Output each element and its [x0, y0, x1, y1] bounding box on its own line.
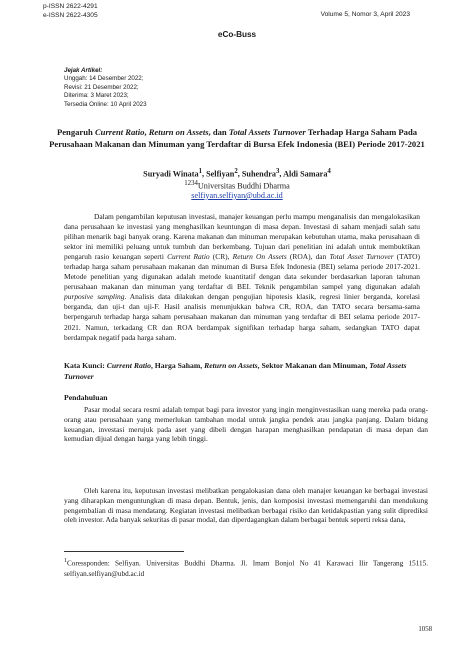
abstract-term: Current Ratio: [167, 252, 210, 262]
author-name: Selfiyan: [206, 169, 235, 179]
author-separator: ,: [279, 169, 284, 179]
title-text: ,: [144, 127, 149, 137]
journal-name: eCo-Buss: [217, 30, 257, 39]
article-history: [64, 67, 147, 109]
affiliation: [0, 180, 474, 191]
author-separator: ,: [237, 169, 242, 179]
author-name: Suryadi Winata: [143, 169, 199, 179]
title-text: Pengaruh: [56, 127, 95, 137]
abstract-text: (CR),: [209, 252, 233, 262]
title-term: Total Assets Turnover: [228, 127, 306, 137]
abstract-text: . Analisis data dilakukan dengan pengujian hipotesis klasik, regresi linier berganda, korelasi berganda, dan uji-t dan uji-F. Hasil analisis menunjukkan bahwa CR, ROA, dan TATO secara bersama-sama berpengaruh terhadap harga saham perusahaan makanan dan minuman yang terdaftar di BEI selama periode 2017-2021. Namun, terkadang CR dan ROA berdampak signifikan terhadap harga saham, sedangkan TATO dapat berdampak negatif pada harga saham.: [64, 292, 420, 342]
keyword: Current Ratio: [106, 361, 151, 370]
section-heading: Pendahuluan: [64, 393, 108, 402]
keywords: [64, 360, 420, 382]
article-history-line: Tersedia Online: 10 April 2023: [64, 100, 147, 108]
title-term: Current Ratio: [94, 127, 145, 137]
abstract-term: Return On Assets: [232, 252, 287, 262]
title-term: Return on Assets: [148, 127, 209, 137]
abstract-term: purposive sampling: [64, 292, 125, 302]
footnote-sup: 1: [64, 558, 67, 564]
keywords-label: Kata Kunci:: [64, 361, 107, 370]
author-name: Suhendra: [241, 169, 276, 179]
volume-info: Volume 5, Nomor 3, April 2023: [320, 11, 410, 18]
abstract-term: Total Asset Turnover: [329, 252, 394, 262]
author-sup: 4: [327, 168, 331, 175]
author-sup: 2: [234, 168, 238, 175]
footnote-divider: [64, 551, 184, 552]
article-title: [40, 126, 434, 150]
author-list: [0, 168, 474, 179]
footnote-text: Coressponden: Selfiyan. Universitas Buddhi Dharma. Jl. Imam Bonjol No 41 Karawaci Ilir Tangerang 15115. selfiyan.selfiyan@ubd.ac.id: [64, 559, 428, 578]
article-history-heading: Jejak Artikel:: [64, 67, 103, 74]
keyword: , Sektor Makanan dan Minuman,: [257, 361, 370, 370]
article-history-line: Unggah: 14 Desember 2022;: [64, 75, 144, 83]
affiliation-sup: 1234: [184, 180, 198, 187]
keyword: , Harga Saham,: [150, 361, 205, 370]
footnote: [64, 556, 428, 580]
abstract: [64, 212, 420, 343]
author-name: Aldi Samara: [283, 169, 328, 179]
abstract-text: (TATO) terhadap harga saham perusahaan makanan dan minuman di Bursa Efek Indonesia (BEI) selama periode 2017-2021. Metode penelitian yang digunakan adalah metode kuantitatif dengan data sekunder berdasarkan laporan tahunan perusahaan makanan dan minuman yang terdaftar di BEI. Teknik pengambilan sampel yang digunakan adalah: [64, 252, 420, 292]
article-history-line: Diterima: 3 Maret 2023;: [64, 92, 129, 100]
keyword: Total Assets Turnover: [64, 361, 407, 381]
keyword: Return on Assets: [204, 361, 258, 370]
paragraph: Oleh karena itu, keputusan investasi melibatkan pengalokasian dana oleh manajer keuangan ke berbagai investasi yang diharapkan menguntungkan di masa depan. Bentuk, jenis, dan komposisi investasi memengaruhi dan mendukung pengembalian di masa mendatang. Kegiatan investasi melibatkan berbagai risiko dan ketidakpastian yang sulit diprediksi oleh investor. Ada banyak sekuritas di pasar modal, dan diperdagangkan dalam berbagai bentuk seperti reksa dana,: [64, 486, 428, 525]
eissn: e-ISSN 2622-4305: [43, 12, 98, 19]
author-email-link[interactable]: selfiyan.selfiyan@ubd.ac.id: [191, 191, 283, 200]
issn-block: [43, 2, 98, 20]
abstract-text: Dalam pengambilan keputusan investasi, manajer keuangan perlu mampu menganalisis dan mengalokasikan dana perusahaan ke investasi yang menghasilkan keuntungan di masa depan. Investasi di saham menjadi salah satu pilihan menarik bagi banyak orang. Karena makanan dan minuman merupakan kebutuhan utama, maka perusahaan di sektor ini memiliki peluang untuk tumbuh dan berkembang. Tujuan dari penelitian ini adalah untuk membuktikan pengaruh rasio keuangan seperti: [64, 212, 420, 262]
title-text: Terhadap Harga Saham Pada Perusahaan Makanan dan Minuman yang Terdaftar di Bursa Efek Indonesia (BEI) Periode 2017-2021: [49, 127, 425, 149]
page-number: 1058: [418, 626, 432, 633]
affiliation-text: Universitas Buddhi Dharma: [197, 181, 290, 191]
paragraph: Pasar modal secara resmi adalah tempat bagi para investor yang ingin menginvestasikan uang mereka pada orang-orang atau perusahaan yang memerlukan tambahan modal untuk jangka pendek atau jangka panjang. Dalam bidang keuangan, investasi merujuk pada aset yang dibeli dengan harapan menghasilkan pendapatan di masa depan dan kemudian dijual dengan harga yang lebih tinggi.: [64, 405, 428, 444]
author-sup: 1: [198, 168, 203, 175]
pissn: p-ISSN 2622-4291: [43, 3, 98, 10]
author-sup: 3: [275, 168, 280, 175]
article-history-line: Revisi: 21 Desember 2022;: [64, 83, 139, 91]
abstract-text: (ROA), dan: [286, 252, 330, 262]
title-text: , dan: [208, 127, 229, 137]
author-separator: ,: [202, 169, 207, 179]
